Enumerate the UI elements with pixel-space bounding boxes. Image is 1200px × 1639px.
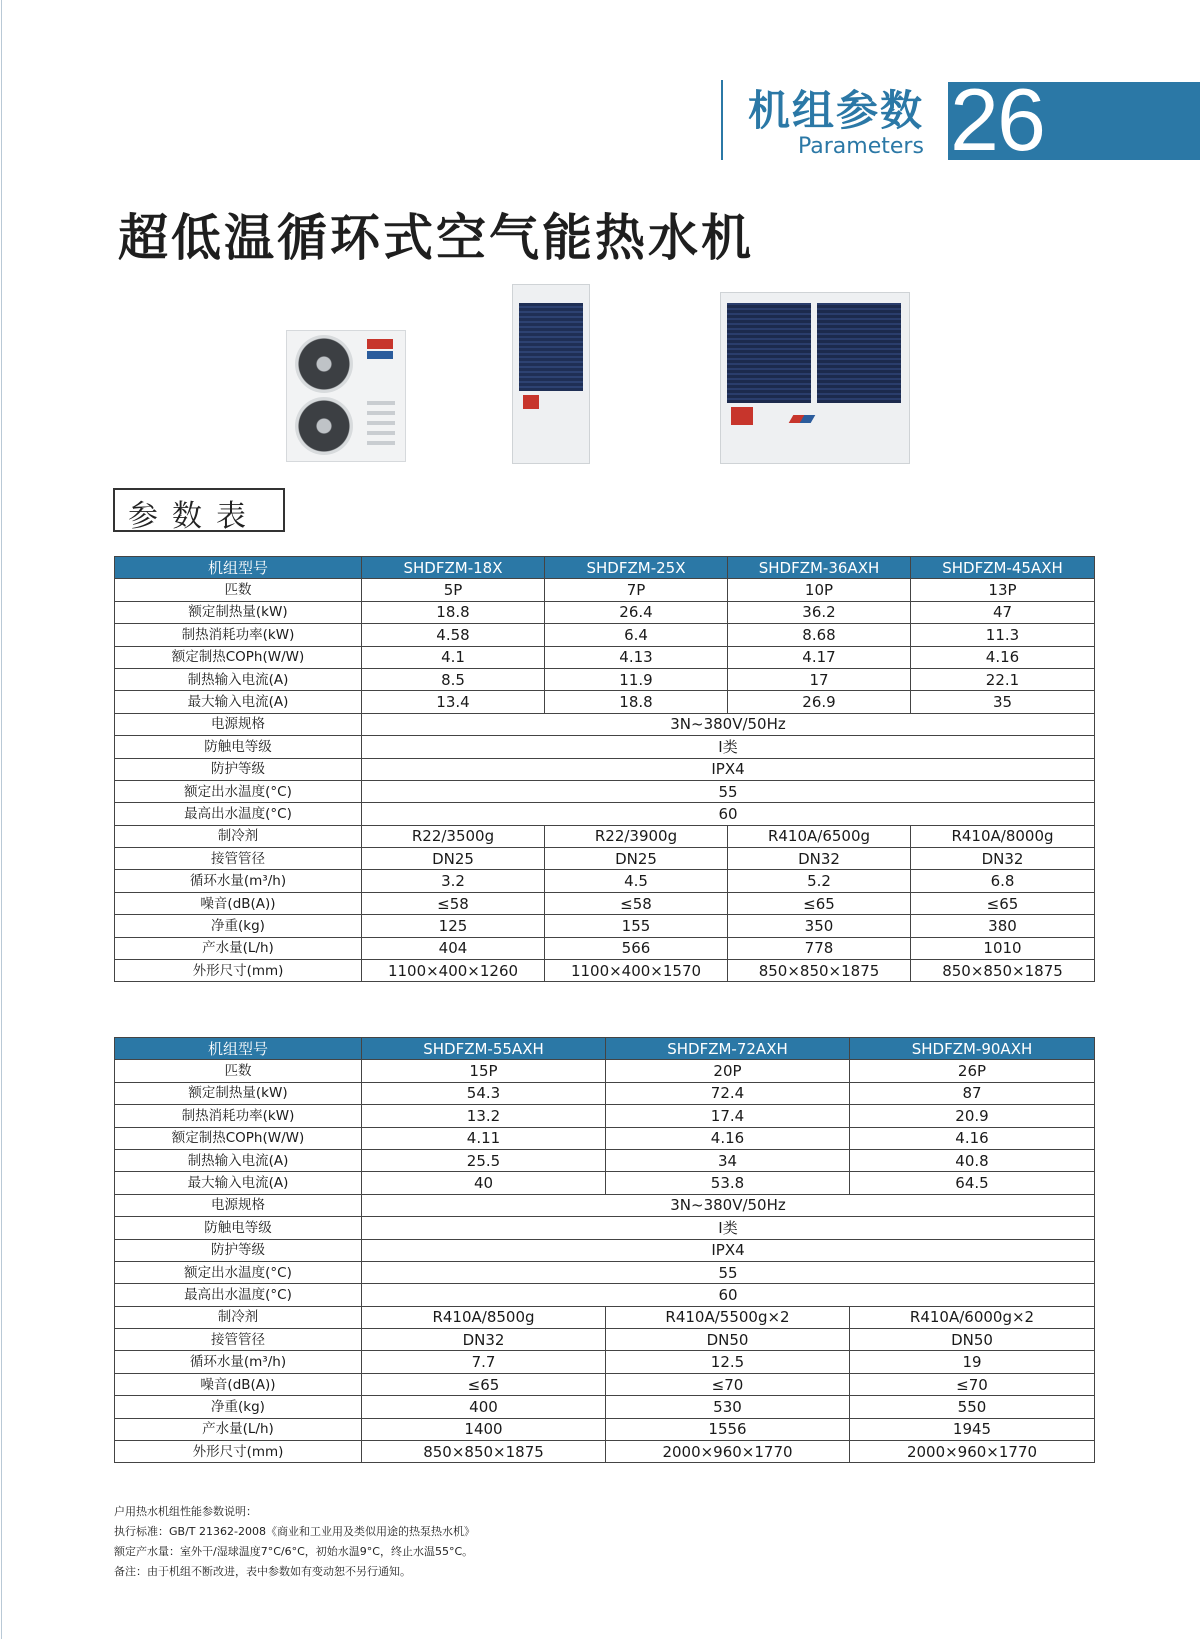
value-cell: R410A/8000g	[911, 825, 1095, 847]
model-header-cell: SHDFZM-90AXH	[850, 1038, 1095, 1060]
row-label-cell: 循环水量(m³/h)	[115, 1351, 362, 1373]
value-cell: 125	[362, 915, 545, 937]
value-cell: 4.11	[362, 1127, 606, 1149]
row-label-cell: 制热消耗功率(kW)	[115, 624, 362, 646]
row-label-cell: 额定制热量(kW)	[115, 1082, 362, 1104]
brand-badge	[731, 407, 753, 425]
value-cell: 35	[911, 691, 1095, 713]
row-label-cell: 产水量(L/h)	[115, 937, 362, 959]
value-cell: 13.4	[362, 691, 545, 713]
value-cell: 7P	[545, 579, 728, 601]
table-row	[115, 915, 1095, 937]
table-row	[115, 960, 1095, 982]
value-cell: DN50	[850, 1329, 1095, 1351]
table-row	[115, 780, 1095, 802]
table-row	[115, 1060, 1095, 1082]
vent-slat	[367, 441, 395, 445]
value-cell: 87	[850, 1082, 1095, 1104]
row-label-cell: 额定出水温度(°C)	[115, 780, 362, 802]
value-cell: 778	[728, 937, 911, 959]
value-cell: 64.5	[850, 1172, 1095, 1194]
value-cell: 850×850×1875	[362, 1441, 606, 1463]
coil-panel	[817, 303, 901, 403]
row-label-cell: 制热输入电流(A)	[115, 668, 362, 690]
spanning-value-cell: I类	[362, 1217, 1095, 1239]
table-row	[115, 892, 1095, 914]
value-cell: 8.5	[362, 668, 545, 690]
product-image-small-unit	[286, 330, 406, 462]
model-header-cell: SHDFZM-36AXH	[728, 557, 911, 579]
coil-panel	[727, 303, 811, 403]
table-row	[115, 1082, 1095, 1104]
spec-table-2	[114, 1037, 1095, 1463]
value-cell: 4.5	[545, 870, 728, 892]
value-cell: DN50	[606, 1329, 850, 1351]
table-row	[115, 736, 1095, 758]
value-cell: 11.9	[545, 668, 728, 690]
table-row	[115, 1239, 1095, 1261]
spanning-value-cell: 3N~380V/50Hz	[362, 713, 1095, 735]
value-cell: 4.16	[911, 646, 1095, 668]
value-cell: 4.1	[362, 646, 545, 668]
table-row	[115, 624, 1095, 646]
spanning-value-cell: 60	[362, 803, 1095, 825]
brand-badge	[523, 395, 539, 409]
vent-slat	[367, 421, 395, 425]
row-label-cell: 额定制热COPh(W/W)	[115, 646, 362, 668]
value-cell: 850×850×1875	[728, 960, 911, 982]
spanning-value-cell: 60	[362, 1284, 1095, 1306]
value-cell: 4.13	[545, 646, 728, 668]
value-cell: 1945	[850, 1418, 1095, 1440]
row-label-cell: 净重(kg)	[115, 915, 362, 937]
table-row	[115, 691, 1095, 713]
value-cell: 54.3	[362, 1082, 606, 1104]
value-cell: 26.4	[545, 601, 728, 623]
model-header-cell: SHDFZM-72AXH	[606, 1038, 850, 1060]
footnotes	[114, 1502, 475, 1582]
value-cell: 20.9	[850, 1105, 1095, 1127]
value-cell: ≤65	[728, 892, 911, 914]
table-row	[115, 1217, 1095, 1239]
table-row	[115, 1373, 1095, 1395]
product-image-large-unit	[720, 292, 910, 464]
value-cell: ≤70	[606, 1373, 850, 1395]
value-cell: 18.8	[362, 601, 545, 623]
header-label-cell: 机组型号	[115, 1038, 362, 1060]
value-cell: 20P	[606, 1060, 850, 1082]
value-cell: 2000×960×1770	[606, 1441, 850, 1463]
table-row	[115, 1172, 1095, 1194]
brand-stripe	[789, 415, 816, 423]
row-label-cell: 产水量(L/h)	[115, 1418, 362, 1440]
table-row	[115, 1127, 1095, 1149]
row-label-cell: 最大输入电流(A)	[115, 1172, 362, 1194]
value-cell: ≤70	[850, 1373, 1095, 1395]
table-row	[115, 1418, 1095, 1440]
row-label-cell: 匹数	[115, 579, 362, 601]
value-cell: 19	[850, 1351, 1095, 1373]
footnote-line: 备注：由于机组不断改进，表中参数如有变动恕不另行通知。	[114, 1565, 411, 1578]
value-cell: R22/3500g	[362, 825, 545, 847]
value-cell: 404	[362, 937, 545, 959]
table-row	[115, 1284, 1095, 1306]
spec-table-1	[114, 556, 1095, 982]
value-cell: 400	[362, 1396, 606, 1418]
table-row	[115, 1149, 1095, 1171]
value-cell: 15P	[362, 1060, 606, 1082]
value-cell: 550	[850, 1396, 1095, 1418]
value-cell: 13.2	[362, 1105, 606, 1127]
value-cell: 18.8	[545, 691, 728, 713]
value-cell: 34	[606, 1149, 850, 1171]
value-cell: 8.68	[728, 624, 911, 646]
table-row	[115, 1329, 1095, 1351]
value-cell: 4.17	[728, 646, 911, 668]
value-cell: 380	[911, 915, 1095, 937]
value-cell: 6.4	[545, 624, 728, 646]
fan-icon	[295, 335, 353, 393]
value-cell: 7.7	[362, 1351, 606, 1373]
row-label-cell: 最高出水温度(°C)	[115, 1284, 362, 1306]
value-cell: 350	[728, 915, 911, 937]
page-number: 26	[950, 70, 1044, 169]
table-row	[115, 1306, 1095, 1328]
row-label-cell: 接管管径	[115, 1329, 362, 1351]
row-label-cell: 制冷剂	[115, 1306, 362, 1328]
footnote-line: 额定产水量：室外干/湿球温度7°C/6°C，初始水温9°C，终止水温55°C。	[114, 1545, 474, 1558]
value-cell: 1100×400×1260	[362, 960, 545, 982]
value-cell: 47	[911, 601, 1095, 623]
row-label-cell: 最高出水温度(°C)	[115, 803, 362, 825]
row-label-cell: 制热消耗功率(kW)	[115, 1105, 362, 1127]
table-row	[115, 1105, 1095, 1127]
row-label-cell: 外形尺寸(mm)	[115, 1441, 362, 1463]
value-cell: R410A/6000g×2	[850, 1306, 1095, 1328]
page-title: 超低温循环式空气能热水机	[118, 209, 754, 267]
vent-slat	[367, 401, 395, 405]
table-row	[115, 1441, 1095, 1463]
value-cell: 155	[545, 915, 728, 937]
header-title-cn: 机组参数	[748, 86, 925, 135]
model-header-cell: SHDFZM-45AXH	[911, 557, 1095, 579]
row-label-cell: 噪音(dB(A))	[115, 1373, 362, 1395]
table-header-row	[115, 1038, 1095, 1060]
page-edge-line	[1, 0, 2, 1639]
value-cell: 72.4	[606, 1082, 850, 1104]
section-label: 参数表	[128, 499, 260, 534]
brand-label-mark	[367, 351, 393, 359]
table-row	[115, 825, 1095, 847]
value-cell: 6.8	[911, 870, 1095, 892]
row-label-cell: 额定制热量(kW)	[115, 601, 362, 623]
spanning-value-cell: 3N~380V/50Hz	[362, 1194, 1095, 1216]
row-label-cell: 净重(kg)	[115, 1396, 362, 1418]
value-cell: 1400	[362, 1418, 606, 1440]
value-cell: 3.2	[362, 870, 545, 892]
value-cell: 11.3	[911, 624, 1095, 646]
vent-slat	[367, 411, 395, 415]
value-cell: 2000×960×1770	[850, 1441, 1095, 1463]
value-cell: 40.8	[850, 1149, 1095, 1171]
vent-slat	[367, 431, 395, 435]
model-header-cell: SHDFZM-55AXH	[362, 1038, 606, 1060]
spanning-value-cell: 55	[362, 780, 1095, 802]
value-cell: 5.2	[728, 870, 911, 892]
value-cell: 850×850×1875	[911, 960, 1095, 982]
table-row	[115, 870, 1095, 892]
row-label-cell: 电源规格	[115, 713, 362, 735]
value-cell: 1100×400×1570	[545, 960, 728, 982]
row-label-cell: 接管管径	[115, 848, 362, 870]
value-cell: 17.4	[606, 1105, 850, 1127]
table-row	[115, 713, 1095, 735]
spanning-value-cell: I类	[362, 736, 1095, 758]
value-cell: 53.8	[606, 1172, 850, 1194]
value-cell: 22.1	[911, 668, 1095, 690]
row-label-cell: 匹数	[115, 1060, 362, 1082]
value-cell: 4.16	[850, 1127, 1095, 1149]
model-header-cell: SHDFZM-18X	[362, 557, 545, 579]
table-header-row	[115, 557, 1095, 579]
value-cell: DN25	[362, 848, 545, 870]
value-cell: ≤58	[362, 892, 545, 914]
value-cell: 17	[728, 668, 911, 690]
table-row	[115, 601, 1095, 623]
model-header-cell: SHDFZM-25X	[545, 557, 728, 579]
value-cell: 4.16	[606, 1127, 850, 1149]
row-label-cell: 额定制热COPh(W/W)	[115, 1127, 362, 1149]
row-label-cell: 循环水量(m³/h)	[115, 870, 362, 892]
table-row	[115, 1351, 1095, 1373]
table-row	[115, 1396, 1095, 1418]
value-cell: ≤65	[911, 892, 1095, 914]
value-cell: 4.58	[362, 624, 545, 646]
value-cell: DN32	[911, 848, 1095, 870]
value-cell: 1556	[606, 1418, 850, 1440]
value-cell: 530	[606, 1396, 850, 1418]
table-row	[115, 668, 1095, 690]
row-label-cell: 电源规格	[115, 1194, 362, 1216]
footnote-line: 户用热水机组性能参数说明：	[114, 1505, 257, 1518]
value-cell: 40	[362, 1172, 606, 1194]
row-label-cell: 外形尺寸(mm)	[115, 960, 362, 982]
table-row	[115, 1261, 1095, 1283]
table-row	[115, 579, 1095, 601]
value-cell: ≤65	[362, 1373, 606, 1395]
value-cell: 5P	[362, 579, 545, 601]
table-row	[115, 803, 1095, 825]
value-cell: 13P	[911, 579, 1095, 601]
spanning-value-cell: IPX4	[362, 1239, 1095, 1261]
row-label-cell: 额定出水温度(°C)	[115, 1261, 362, 1283]
value-cell: 12.5	[606, 1351, 850, 1373]
row-label-cell: 制热输入电流(A)	[115, 1149, 362, 1171]
value-cell: 1010	[911, 937, 1095, 959]
value-cell: DN32	[728, 848, 911, 870]
row-label-cell: 防护等级	[115, 758, 362, 780]
brand-logo-mark	[367, 339, 393, 349]
fan-icon	[295, 397, 353, 455]
value-cell: DN32	[362, 1329, 606, 1351]
value-cell: 26.9	[728, 691, 911, 713]
header-divider	[721, 80, 723, 160]
value-cell: ≤58	[545, 892, 728, 914]
footnote-line: 执行标准：GB/T 21362-2008《商业和工业用及类似用途的热泵热水机》	[114, 1525, 475, 1538]
spanning-value-cell: 55	[362, 1261, 1095, 1283]
row-label-cell: 防触电等级	[115, 736, 362, 758]
coil-panel	[519, 303, 583, 391]
value-cell: 26P	[850, 1060, 1095, 1082]
spanning-value-cell: IPX4	[362, 758, 1095, 780]
header-title-en: Parameters	[798, 134, 924, 159]
header-label-cell: 机组型号	[115, 557, 362, 579]
table-row	[115, 937, 1095, 959]
product-image-tower-unit	[512, 284, 590, 464]
value-cell: 10P	[728, 579, 911, 601]
value-cell: R410A/6500g	[728, 825, 911, 847]
row-label-cell: 最大输入电流(A)	[115, 691, 362, 713]
table-row	[115, 1194, 1095, 1216]
value-cell: 36.2	[728, 601, 911, 623]
value-cell: R22/3900g	[545, 825, 728, 847]
row-label-cell: 防护等级	[115, 1239, 362, 1261]
row-label-cell: 制冷剂	[115, 825, 362, 847]
table-row	[115, 758, 1095, 780]
value-cell: 566	[545, 937, 728, 959]
table-row	[115, 646, 1095, 668]
table-row	[115, 848, 1095, 870]
value-cell: DN25	[545, 848, 728, 870]
value-cell: 25.5	[362, 1149, 606, 1171]
value-cell: R410A/5500g×2	[606, 1306, 850, 1328]
row-label-cell: 噪音(dB(A))	[115, 892, 362, 914]
value-cell: R410A/8500g	[362, 1306, 606, 1328]
row-label-cell: 防触电等级	[115, 1217, 362, 1239]
